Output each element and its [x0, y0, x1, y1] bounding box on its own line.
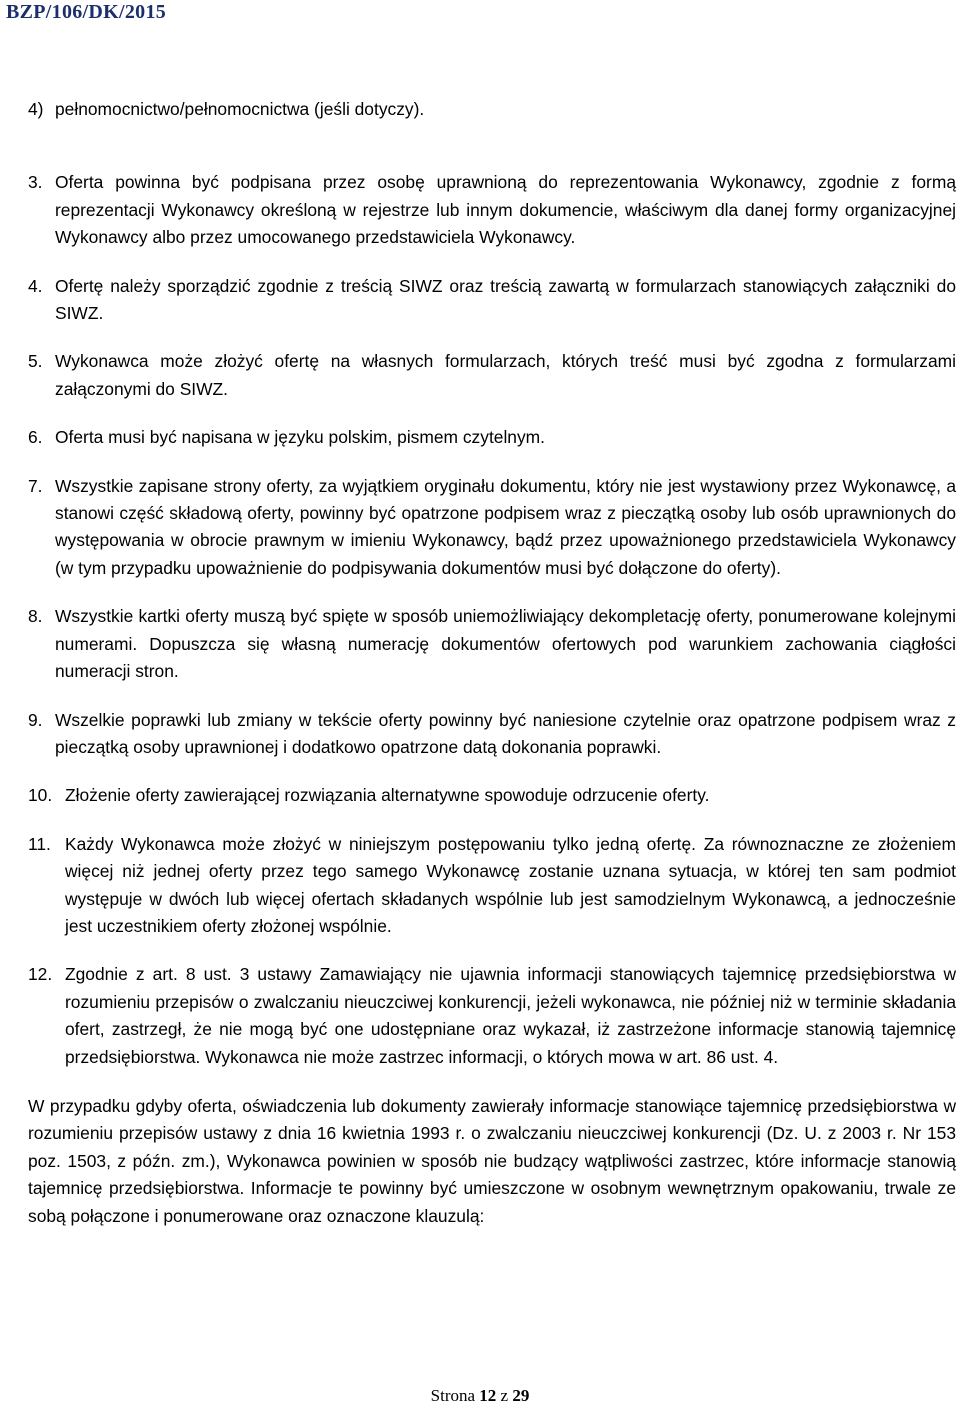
- list-item-text: Wszystkie kartki oferty muszą być spięte w sposób uniemożliwiający dekompletację oferty, ponumerowane kolejnymi numerami. Dopuszcza się własną numerację dokumentów ofertowych pod warunkiem zachowania ciągłości numeracji stron.: [55, 606, 956, 682]
- list-item-text: Oferta powinna być podpisana przez osobę uprawnioną do reprezentowania Wykonawcy, zgodnie z formą reprezentacji Wykonawcy określoną w rejestrze lub innym dokumencie, właściwym dla danej formy organizacyjnej Wykonawcy albo przez umocowanego przedstawiciela Wykonawcy.: [55, 172, 956, 248]
- list-item-number: 8.: [28, 606, 43, 627]
- list-item-text: Ofertę należy sporządzić zgodnie z treścią SIWZ oraz treścią zawartą w formularzach stanowiących załączniki do SIWZ.: [55, 275, 956, 324]
- list-item-text: Każdy Wykonawca może złożyć w niniejszym postępowaniu tylko jedną ofertę. Za równoznaczne ze złożeniem więcej niż jednej oferty przez tego samego Wykonawcę zostanie uznana sytuacja, w której ten sam podmiot występuje w dwóch lub więcej ofertach składanych wspólnie lub jest samodzielnym Wykonawcą, a jednocześnie jest uczestnikiem oferty złożonej wspólnie.: [65, 833, 956, 936]
- list-item-text: Wykonawca może złożyć ofertę na własnych formularzach, których treść musi być zgodna z formularzami załączonymi do SIWZ.: [55, 351, 956, 399]
- list-item: [28, 473, 956, 583]
- list-item-text: Oferta musi być napisana w języku polskim, pismem czytelnym.: [55, 427, 545, 448]
- document-id-header: BZP/106/DK/2015: [6, 1, 167, 23]
- list-item-number: 11.: [28, 833, 51, 854]
- list-item: [28, 603, 956, 685]
- closing-paragraph-text: W przypadku gdyby oferta, oświadczenia lub dokumenty zawierały informacje stanowiące tajemnicę przedsiębiorstwa w rozumieniu przepisów ustawy z dnia 16 kwietnia 1993 r. o zwalczaniu nieuczciwej konkurencji (Dz. U. z 2003 r. Nr 153 poz. 1503, z późn. zm.), Wykonawca powinien w sposób nie budzący wątpliwości zastrzec, które informacje stanowią tajemnicę przedsiębiorstwa. Informacje te powinny być umieszczone w osobnym wewnętrznym opakowaniu, trwale ze sobą połączone i ponumerowane oraz oznaczone klauzulą:: [28, 1095, 956, 1226]
- list-item: [28, 169, 956, 251]
- list-item-number: 6.: [28, 427, 43, 448]
- page-number-footer: [0, 1386, 960, 1406]
- list-item: [28, 424, 956, 451]
- list-item: [28, 961, 956, 1071]
- list-item: [28, 707, 956, 762]
- footer-current-page: 12: [479, 1386, 497, 1405]
- list-item-number: 5.: [28, 351, 43, 372]
- list-item: [28, 831, 956, 941]
- list-item: [28, 96, 956, 123]
- list-item: [28, 348, 956, 403]
- footer-of-label: z: [500, 1386, 509, 1405]
- footer-page-label: Strona: [430, 1386, 476, 1405]
- list-item: [28, 273, 956, 328]
- list-item-text: Wszystkie zapisane strony oferty, za wyjątkiem oryginału dokumentu, który nie jest wystawiony przez Wykonawcę, a stanowi część składową oferty, powinny być opatrzone podpisem wraz z pieczątką osoby lub osób uprawnionych do występowania w obrocie prawnym w imieniu Wykonawcy, bądź przez upoważnionego przedstawiciela Wykonawcy (w tym przypadku upoważnienie do podpisywania dokumentów musi być dołączone do oferty).: [55, 475, 956, 578]
- document-body: [28, 96, 956, 1230]
- list-item-number: 3.: [28, 172, 43, 193]
- list-item-text: Zgodnie z art. 8 ust. 3 ustawy Zamawiający nie ujawnia informacji stanowiących tajemnicę przedsiębiorstwa w rozumieniu przepisów o zwalczaniu nieuczciwej konkurencji, jeżeli wykonawca, nie później niż w terminie składania ofert, zastrzegł, że nie mogą być one udostępniane oraz wykazał, iż zastrzeżone informacje stanowią tajemnicę przedsiębiorstwa. Wykonawca nie może zastrzec informacji, o których mowa w art. 86 ust. 4.: [65, 964, 956, 1067]
- closing-paragraph: [28, 1093, 956, 1230]
- list-item-text: Wszelkie poprawki lub zmiany w tekście oferty powinny być naniesione czytelnie oraz opatrzone podpisem wraz z pieczątką osoby uprawnionej i dodatkowo opatrzone datą dokonania poprawki.: [55, 709, 956, 757]
- list-item-number: 12.: [28, 964, 53, 985]
- footer-total-pages: 29: [512, 1386, 530, 1405]
- list-item-number: 10.: [28, 785, 53, 806]
- list-item-number: 7.: [28, 475, 43, 496]
- list-item-text: Złożenie oferty zawierającej rozwiązania alternatywne spowoduje odrzucenie oferty.: [65, 785, 710, 806]
- list-item-text: pełnomocnictwo/pełnomocnictwa (jeśli dotyczy).: [55, 99, 425, 119]
- list-item-number: 9.: [28, 709, 43, 730]
- list-item-number: 4.: [28, 275, 43, 296]
- list-item-number: 4): [28, 99, 44, 119]
- list-item: [28, 782, 956, 809]
